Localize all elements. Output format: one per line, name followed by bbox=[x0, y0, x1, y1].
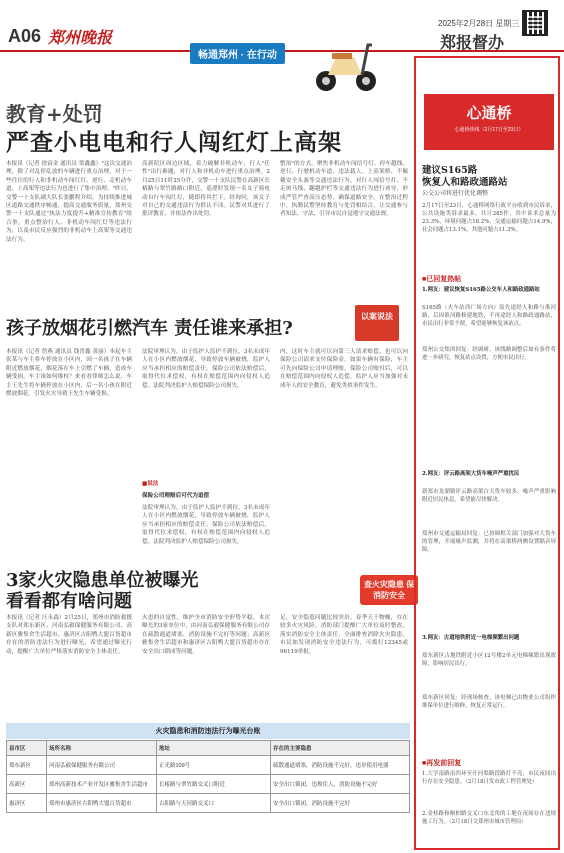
section-resent: ■再发前回复 bbox=[422, 760, 462, 767]
fire-safety-badge: 查火灾隐患 保消防安全 bbox=[360, 575, 418, 605]
hotline-column bbox=[414, 56, 560, 850]
story1-column-2: 高新院区周边区域，着力破解非机动车、行人"任性"出行难题，对行人和非机动车进行重点治理。2月25日11时25分许，交警一十支队民警在高新区长椿路与翠竹路路口附近，巡逻时发现一名女子骑电动自行车闯红灯，随即将其拦下。经询问，该女子对自己的交通违法行为供认不讳。民警对其进行了批评教育，并依法作出处罚。 bbox=[142, 161, 270, 218]
story3-headline-line1: 3家火灾隐患单位被曝光 bbox=[6, 570, 199, 591]
hotline-logo bbox=[424, 94, 554, 150]
exposure-table bbox=[6, 740, 410, 813]
resent-item-1: 1.大学南路南四环至开河渠路段路灯不亮，市民夜间出行存在安全隐患。（2月18日发市政工程管理处） bbox=[422, 771, 556, 785]
hotline-logo-sub: 心通桥热线（2月17日至23日） bbox=[454, 127, 524, 133]
question-3: 3.网友：古道地铁附近一电梯频繁出问题 bbox=[422, 635, 520, 641]
campaign-banner bbox=[190, 35, 420, 95]
story2-column-2: 法院审理认为，由于监护人监护不到位，3名未成年人在小区内燃放烟花，导致停放车辆被烧，监护人应当承担相应的赔偿责任。保险公司依法赔偿后，取得代位求偿权，有权在赔偿范围内向侵权人追偿。法院判决监护人赔偿保险公司损失。 bbox=[142, 349, 270, 389]
table-cell: 长椿路与翠竹路交叉口附近 bbox=[157, 775, 271, 794]
page-number: A06 bbox=[8, 26, 42, 46]
right-intro: 2月17日至23日，心通桥网络行政平台收到市民诉求，公共设施类诉求最多，共计285件，其中诉求总量为23.3%，环境问题占18.2%，交通运输问题占14.9%，社会问题占13.1%，其他问题占11.3%。 bbox=[422, 203, 556, 233]
reply-2: 郑州市交通运输局回复：已协调相关部门加强对大货车的管理，开展噪声监测，并将在高架桥两侧设置隔音屏障。 bbox=[422, 531, 556, 553]
table-cell: 古阳路与天河路交叉口 bbox=[157, 794, 271, 813]
question-1: 1.网友：建议恢复S165路公交车人和路政通路站 bbox=[422, 287, 540, 293]
story1-column-1: 本报讯（记者 徐富金 通讯员 常鑫鑫）"这次交通治理，除了对乱停乱放的车辆进行重点治理，对于一些往往的行人和非机动车闯红灯、逆行、走机动车道、上高架等违法行为也进行了集中治理。"昨日，交警一十支队副大队长张鹏程介绍。为持续推进城区道路交通秩序畅通，提高交通服务质量，郑州交警一十支队通过"执法力度提升+精准宣传教育"组合拳，重点整治行人、非机动车闯红灯等违法行为，以及市民反应强烈的非机动车上高架等交通违法行为。 bbox=[6, 161, 132, 243]
story2-column-3: 内，这时车主就可以向第三人请求赔偿，也可以向保险公司请求支付保险金。如果车辆有保险，车主可先向保险公司申请理赔，保险公司赔付后，可以在赔偿范围内向侵权人追偿。监护人应当加强对未成年人的安全教育，避免类似事件发生。 bbox=[280, 349, 408, 389]
table-cell: 惠济区 bbox=[7, 794, 47, 813]
table-cell: 郑州市惠济区古阳鸭大盟百货超市 bbox=[47, 794, 157, 813]
right-headline-1: 建议S165路 bbox=[422, 165, 478, 176]
table-header-row bbox=[7, 741, 410, 756]
table-cell: 河南弘毅保健服务有限公司 bbox=[47, 756, 157, 775]
table-cell: 高新区 bbox=[7, 775, 47, 794]
story3-column-2: 火患的自觉性，维护全市消防安全形势平稳。本次曝光的3家单位中，由河南弘毅保健服务有限公司存在疏散通道堵塞、消防设施不完好等问题；高新区雅集舍生活超市和惠济区古阳鸭大盟百货超市存在安全出口锁闭等问题。 bbox=[142, 615, 270, 655]
table-header: 县市区 bbox=[7, 741, 47, 756]
resent-item-2: 2.金桂路和桐柏路交叉口东北角的工地在夜间存在违规施工行为。（2月18日交郑州市城市管理局） bbox=[422, 811, 556, 825]
story2-column-1: 本报讯（记者 詹燕 通讯员 钱普鑫 黄丽）本起车主张某与车主将车停放在小区内，因一名孩子在车辆附近燃放烟花，烟花落在车上引燃了车辆，造成车辆受损。车主该如何维权？来看看律师怎么说。车主王先生将车辆停放在小区内，后一名小孩在附近燃放烟花，引发火灾导致王先生车辆受损。 bbox=[6, 349, 132, 398]
table-row bbox=[7, 794, 410, 813]
issue-date: 2025年2月28日 星期三 bbox=[438, 19, 520, 28]
answer-3: 郑东新区古地铁附近小区12号楼2单元电梯频繁出现故障，影响居民出行。 bbox=[422, 653, 556, 667]
qr-code-icon bbox=[522, 10, 548, 36]
brand-logo: 郑州晚报 bbox=[48, 28, 113, 47]
table-cell: 安全出口锁闭，消防设施不完好 bbox=[271, 794, 410, 813]
hotline-logo-title: 心通桥 bbox=[466, 104, 512, 122]
story1-column-3: 整治"的方式，聚焦非机动车闯信号灯、停车越线、逆行、行驶机动车道、违法载人、上高架桥、不佩戴安全头盔等交通违法行为，对行人闯信号灯、不走斑马线、翻越护栏等交通违法行为进行劝导，形成严管严查高压态势，确保道路安全。在整治过程中，执勤民警坚持教育与处罚相结合，让交通参与者知法、守法，引导市民自觉遵守交通法规。 bbox=[280, 161, 408, 218]
right-headline-2: 恢复人和路政通路站 bbox=[422, 177, 508, 188]
table-header: 地址 bbox=[157, 741, 271, 756]
story3-headline-line2: 看看都有啥问题 bbox=[6, 591, 132, 612]
answer-1: S165路（火车站西广场方向）原先途经人和路与淮河路，后因淮河路修建地铁，不再途经人和路政通路站，市民出行非常不便。希望能够恢复该站点。 bbox=[422, 305, 556, 327]
table-row bbox=[7, 775, 410, 794]
law-explained-badge: 以案说法 bbox=[355, 305, 399, 341]
answer-2: 新郑市龙湖镇评云路高架白天货车较多，噪声严重影响附近居民休息，希望能尽快解决。 bbox=[422, 489, 556, 503]
story2-column-2b: 法院审理认为，由于监护人监护不到位，3名未成年人在小区内燃放烟花，导致停放车辆被烧，监护人应当承担相应的赔偿责任。保险公司依法赔偿后，取得代位求偿权，有权在赔偿范围内向侵权人追偿。法院判决监护人赔偿保险公司损失。 bbox=[142, 505, 270, 545]
table-cell: 安全出口锁闭，违规住人，消防设施不完好 bbox=[271, 775, 410, 794]
story3-column-1: 本报讯（记者 汪永森）2月25日，郑州市消防救援支队对郑东新区、河南弘毅保健服务有限公司、高新区雅集舍生活超市、惠济区古阳鸭大盟百货超市存在的消防违法行为进行曝光，希望通过曝光行动，提醒广大单位严格落实消防安全主体责任。 bbox=[6, 615, 132, 655]
story1-kicker: 教育+处罚 bbox=[6, 102, 103, 126]
section-title: 郑报督办 bbox=[440, 35, 505, 52]
reply-1: 郑州公交集团回复：经调研，该线路调整后如有条件将进一步研究，恢复站点设置，方便市民出行。 bbox=[422, 347, 556, 361]
table-header: 场所名称 bbox=[47, 741, 157, 756]
table-row bbox=[7, 756, 410, 775]
reply-3: 郑东新区回复：经现场核查，该电梯已由物业公司组织维保单位进行维修，恢复正常运行。 bbox=[422, 695, 556, 709]
right-subtitle: 公交公司将进行优化调整 bbox=[422, 191, 489, 197]
page-footer bbox=[0, 846, 564, 853]
story1-headline: 严查小电电和行人闯红灯上高架 bbox=[6, 129, 342, 156]
table-header: 存在的主要隐患 bbox=[271, 741, 410, 756]
campaign-tag: 畅通郑州 · 在行动 bbox=[190, 43, 285, 64]
story3-column-3: 足，安全隐患问题比较突出。春季天干物燥，存在较多火灾风险，消防部门提醒广大单位及时整改，落实消防安全主体责任，全面排查消除火灾隐患。市民如发现消防安全违法行为，可拨打12345或96119举报。 bbox=[280, 615, 408, 655]
story2-subtitle: 保险公司理赔后可代为追偿 bbox=[142, 493, 210, 499]
table-cell: 郑州高新技术产业开发区雅集舍生活超市 bbox=[47, 775, 157, 794]
story2-subhead: ■说法 bbox=[142, 481, 159, 487]
table-cell: 疏散通道堵塞，消防设施不完好，违章使用电器 bbox=[271, 756, 410, 775]
scooter-icon bbox=[310, 35, 380, 95]
story2-headline: 孩子放烟花引燃汽车 责任谁来承担? bbox=[6, 318, 293, 339]
table-cell: 正光路109号 bbox=[157, 756, 271, 775]
table-cell: 郑东新区 bbox=[7, 756, 47, 775]
exposure-table-title: 火灾隐患和消防违法行为曝光台账 bbox=[6, 723, 410, 739]
question-2: 2.网友：评云路高架大货车噪声严重扰民 bbox=[422, 471, 520, 477]
section-replied: ■已回复热帖 bbox=[422, 276, 462, 283]
